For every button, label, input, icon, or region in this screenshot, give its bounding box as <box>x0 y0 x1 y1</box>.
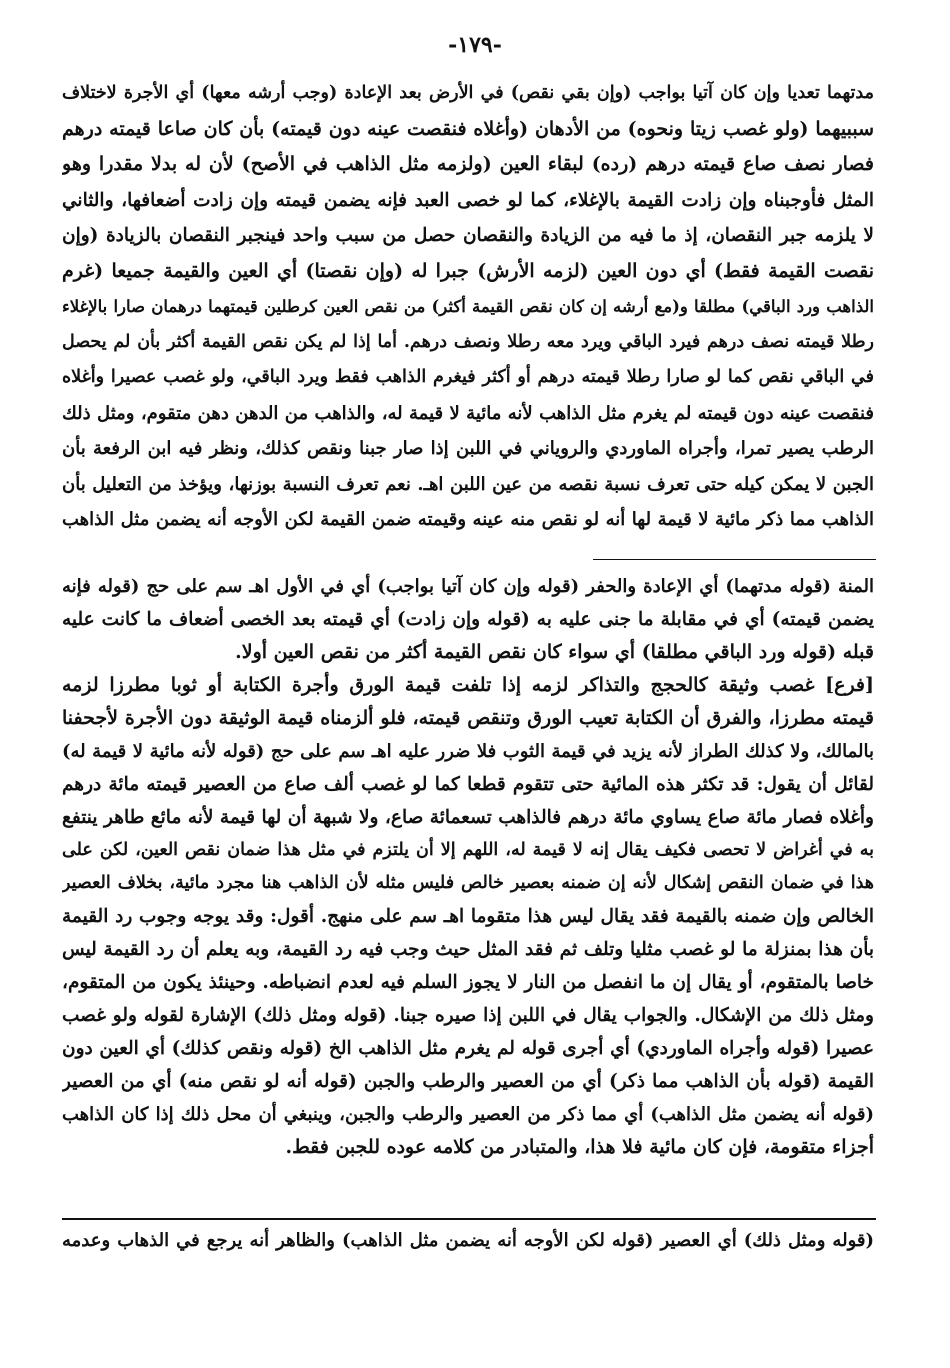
commentary-line: خاصا بالمتقوم، أو يقال إن ما انفصل من النار لا يجوز السلم فيه لعدم انضباطه. وحينئذ يكون من المتقوم، <box>62 972 874 993</box>
text-line: في الباقي نقص كما لو صارا رطلا قيمته درهم أو أكثر فيغرم الذاهب فقط ويرد الباقي، ولو غصب عصيرا وأغلاه <box>62 367 874 387</box>
commentary-line: القيمة (قوله بأن الذاهب مما ذكر) أي من العصير والرطب والجبن (قوله أنه لو نقص منه) أي من العصير <box>62 1071 874 1092</box>
commentary-line: لقائل أن يقول: قد تكثر هذه المائية حتى تتقوم قطعا كما لو غصب ألف صاع من العصير قيمته مائة درهم <box>62 774 874 795</box>
text-line: لا يلزمه جبر النقصان، إذ ما فيه من الزيادة والنقصان حصل من سبب واحد فينجبر النقصان بالزيادة (وإن <box>62 225 874 246</box>
commentary-line: عصيرا (قوله وأجراه الماوردي) أي أجرى قوله لم يغرم مثل الذاهب الخ (قوله ونقص كذلك) أي العين دون <box>62 1038 874 1059</box>
text-line: الذاهب مما ذكر مائية لا قيمة لها أنه لو نقص منه عينه وقيمته ضمن القيمة لكن الأوجه أنه يضمن مثل الذاهب <box>62 509 874 530</box>
text-line: الرطب يصير تمرا، وأجراه الماوردي والروياني في اللبن إذا صار جبنا ونقص كذلك، ونظر فيه ابن الرفعة بأن <box>62 438 874 459</box>
text-line: المثل فأوجبناه وإن زادت القيمة بالإغلاء، كما لو خصى العبد فإنه يضمن قيمته وإن زادت أضعافها، والثاني <box>62 189 874 211</box>
commentary-line: (قوله أنه يضمن مثل الذاهب) أي مما ذكر من العصير والرطب والجبن، وينبغي أن محل ذلك إذا كان الذاهب <box>62 1104 874 1125</box>
text-line: الجبن لا يمكن كيله حتى تعرف نسبة نقصه من عين اللبن اهـ. نعم تعرف النسبة بوزنها، ويؤخذ من التعليل بأن <box>62 473 874 495</box>
commentary-line: به في أغراض لا تحصى فكيف يقال إنه لا قيمة له، اللهم إلا أن يلتزم في مثل هذا ضمان نقص العين، لكن على <box>62 840 874 860</box>
commentary-line: يضمن قيمته) أي في مقابلة ما جنى عليه به (قوله وإن زادت) أي قيمته بعد الخصى أضعاف ما كانت عليه <box>62 609 874 630</box>
text-line: فصار نصف صاع قيمته درهم (رده) لبقاء العين (ولزمه مثل الذاهب في الأصح) لأن له بدلا مقدرا وهو <box>62 153 874 175</box>
footnote-line: (قوله ومثل ذلك) أي العصير (قوله لكن الأوجه أنه يضمن مثل الذاهب) والظاهر أنه يرجع في الذهاب وعدمه <box>62 1230 874 1251</box>
text-line: مدتهما تعديا وإن كان آتيا بواجب (وإن بقي نقص) في الأرض بعد الإعادة (وجب أرشه معها) أي الأجرة لاختلاف <box>62 83 874 103</box>
text-line: سببيهما (ولو غصب زيتا ونحوه) من الأدهان (وأغلاه فنقصت عينه دون قيمته) بأن كان صاعا قيمته درهم <box>62 117 874 140</box>
text-line: رطلا قيمته نصف درهم فيرد الباقي ويرد معه رطلا ونصف درهم. أما إذا لم يكن نقص القيمة أكثر بأن لم يحصل <box>62 331 874 352</box>
commentary-text <box>62 570 874 1164</box>
text-line: فنقصت عينه دون قيمته لم يغرم مثل الذاهب لأنه مائية لا قيمة له، والذاهب من الدهن دهن متقوم، ومثل ذلك <box>62 402 874 424</box>
text-line: نقصت القيمة فقط) أي دون العين (لزمه الأرش) جبرا له (وإن نقصتا) أي العين والقيمة جميعا (غرم <box>62 259 874 282</box>
text-line: الذاهب ورد الباقي) مطلقا و(مع أرشه إن كان نقص القيمة أكثر) من نقص العين كرطلين قيمتهما درهمان صارا بالإغلاء <box>62 297 874 316</box>
footnote-text <box>62 1224 874 1258</box>
commentary-line: بالمالك، ولا كذلك الطراز لأنه يزيد في قيمة الثوب فلا ضرر عليه اهـ سم على حج (قوله لأنه مائية لا قيمة له) <box>62 741 874 762</box>
commentary-line: المنة (قوله مدتهما) أي الإعادة والحفر (قوله وإن كان آتيا بواجب) أي في الأول اهـ سم على حج (قوله فإنه <box>62 576 874 597</box>
section-divider <box>593 559 876 560</box>
footnote-divider <box>62 1218 876 1220</box>
commentary-line: الخالص وإن ضمنه بالقيمة فقد يقال ليس هذا متقوما اهـ سم على منهج. أقول: وقد يوجه وجوب رد القيمة <box>62 906 874 927</box>
commentary-line: هذا في ضمان النقص إشكال لأنه إن ضمنه بعصير خالص فليس مثله لأن الذاهب هنا مجرد مائية، بخلاف العصير <box>62 873 874 893</box>
commentary-line: [فرع] غصب وثيقة كالحجج والتذاكر لزمه إذا تلفت قيمة الورق وأجرة الكتابة أو ثوبا مطرزا لزمه <box>62 674 874 696</box>
commentary-line: أجزاء متقومة، فإن كان مائية فلا هذا، والمتبادر من كلامه عوده للجبن فقط. <box>285 1136 874 1158</box>
main-text <box>62 76 874 538</box>
commentary-line: بأن هذا بمنزلة ما لو غصب مثليا وتلف ثم فقد المثل حيث وجب فيه رد القيمة، وبه يعلم أن رد القيمة ليس <box>62 939 874 960</box>
commentary-line: وأغلاه فصار مائة صاع يساوي مائة درهم فالذاهب تسعمائة صاع، ولا شبهة أن لها قيمة لأنه مائع طاهر ينتفع <box>62 807 874 828</box>
commentary-line: قيمته مطرزا، والفرق أن الكتابة تعيب الورق وتنقص قيمته، فلو ألزمناه قيمة الوثيقة دون الأجرة لأجحفنا <box>62 707 874 729</box>
page-number: -١٧٩- <box>448 32 502 58</box>
commentary-line: ومثل ذلك من الإشكال. والجواب يقال في اللبن إذا صيره جبنا. (قوله ومثل ذلك) الإشارة لقوله ولو غصب <box>62 1005 874 1026</box>
commentary-line: قبله (قوله ورد الباقي مطلقا) أي سواء كان نقص القيمة أكثر من نقص العين أولا. <box>235 641 874 663</box>
